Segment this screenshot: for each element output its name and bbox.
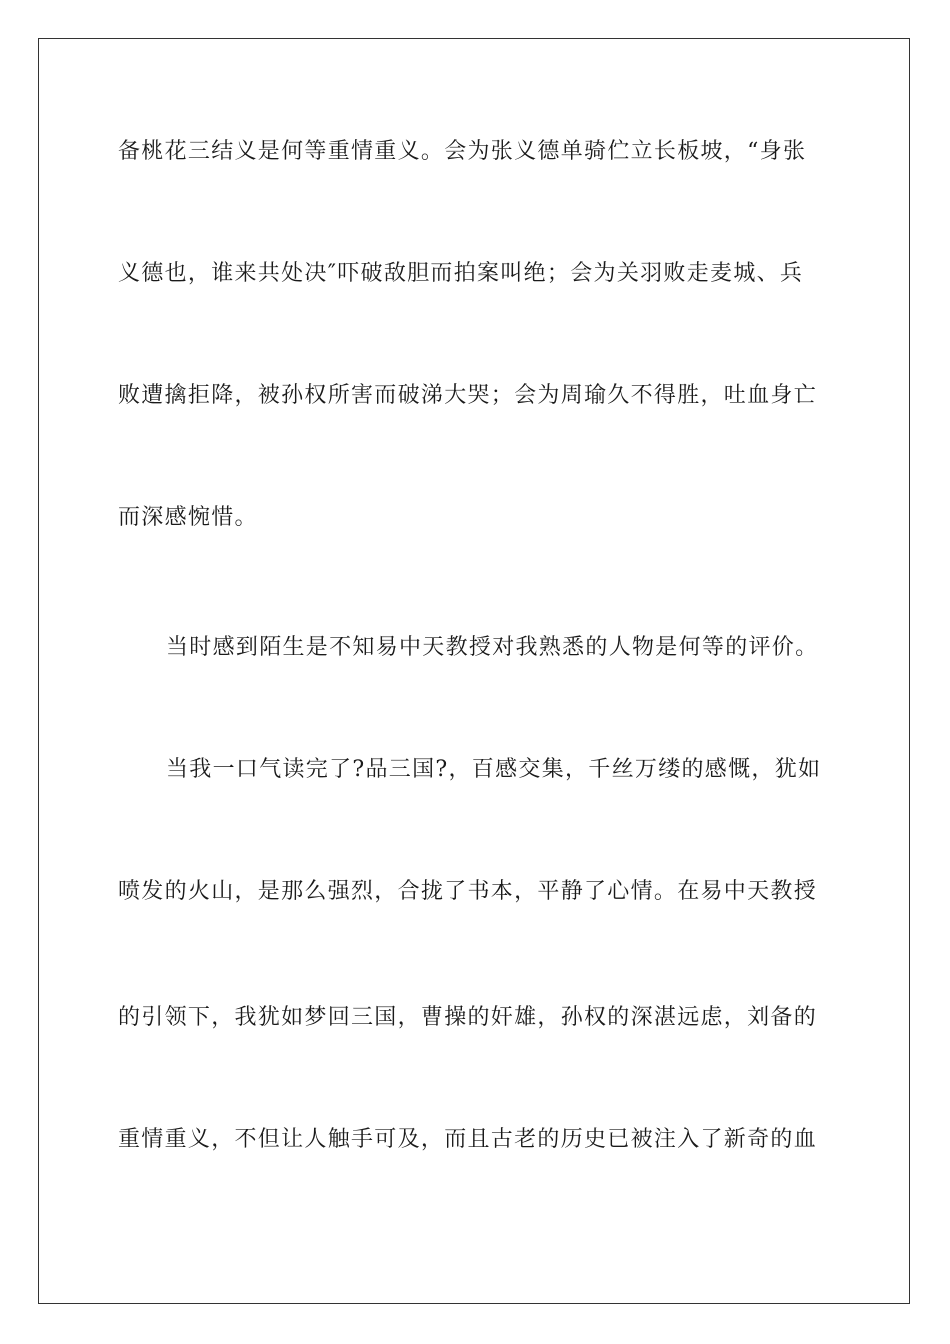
page-border	[38, 38, 910, 1304]
text-line-6: 当我一口气读完了?品三国?，百感交集，千丝万缕的感慨，犹如	[166, 757, 822, 782]
text-line-8: 的引领下，我犹如梦回三国，曹操的奸雄，孙权的深湛远虑，刘备的	[118, 1005, 818, 1030]
text-line-4: 而深感惋惜。	[118, 505, 258, 530]
text-line-5: 当时感到陌生是不知易中天教授对我熟悉的人物是何等的评价。	[166, 635, 819, 660]
text-line-2: 义德也，谁来共处决″吓破敌胆而拍案叫绝；会为关羽败走麦城、兵	[118, 261, 804, 286]
text-line-1: 备桃花三结义是何等重情重义。会为张义德单骑伫立长板坡，“身张	[118, 139, 807, 164]
text-line-3: 败遭擒拒降，被孙权所害而破涕大哭；会为周瑜久不得胜，吐血身亡	[118, 383, 818, 408]
text-line-7: 喷发的火山，是那么强烈，合拢了书本，平静了心情。在易中天教授	[118, 879, 818, 904]
text-line-9: 重情重义，不但让人触手可及，而且古老的历史已被注入了新奇的血	[118, 1127, 818, 1152]
